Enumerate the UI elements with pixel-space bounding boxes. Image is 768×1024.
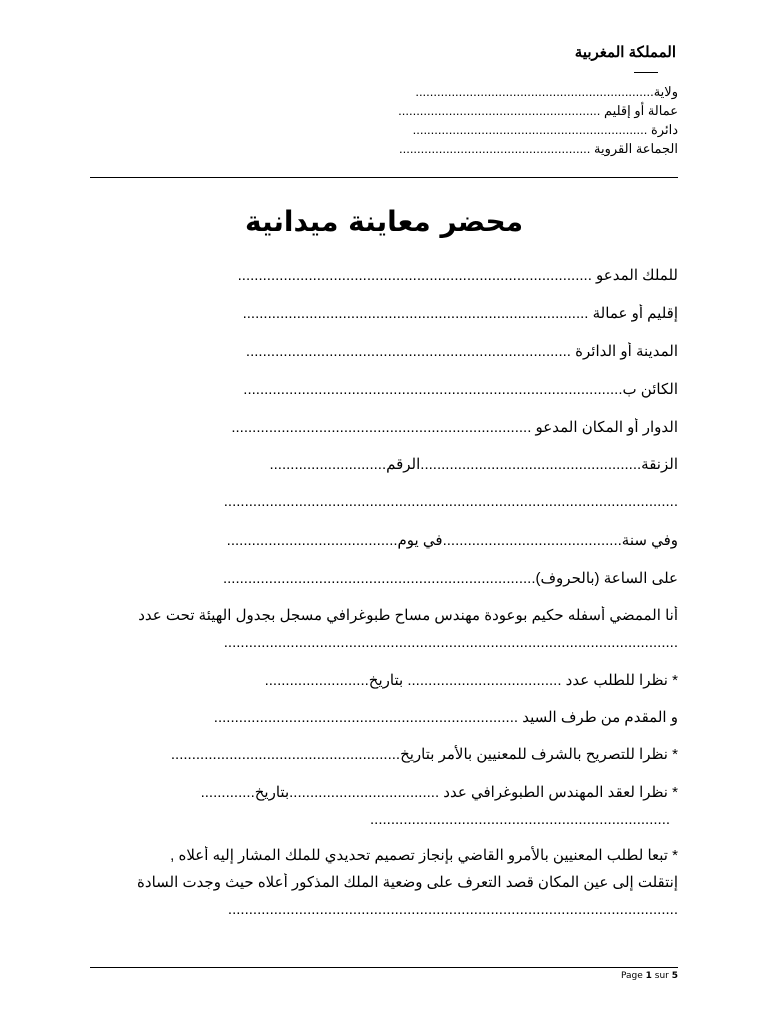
form-line-owner: للملك المدعو ..................................................................................... bbox=[237, 267, 678, 284]
form-line-continuation: ........................................................................ bbox=[370, 811, 671, 828]
header-divider bbox=[90, 177, 678, 178]
header-line-province: عمالة أو إقليم ........................................................ bbox=[398, 103, 678, 118]
header-line-wilaya: ولاية.................................................................. bbox=[415, 84, 678, 99]
form-line-located: الكائن ب........................................................................................... bbox=[243, 381, 678, 398]
document-title: محضر معاينة ميدانية bbox=[244, 205, 524, 238]
form-line-blank: ............................................................................................................. bbox=[223, 493, 678, 510]
page-label: Page bbox=[620, 971, 643, 981]
form-line-year-day: وفي سنة...........................................في يوم......................................... bbox=[226, 532, 678, 549]
header-line-commune: الجماعة القروية ..................................................... bbox=[398, 141, 678, 156]
form-line-city: المدينة أو الدائرة .............................................................................. bbox=[245, 343, 678, 360]
total-pages: 5 bbox=[671, 971, 678, 981]
form-line-declaration: * نظرا للتصريح بالشرف للمعنيين بالأمر بتاريخ....................................................... bbox=[170, 746, 678, 763]
form-line-douar: الدوار أو المكان المدعو ........................................................................ bbox=[231, 419, 678, 436]
form-line-province: إقليم أو عمالة ................................................................................... bbox=[242, 305, 678, 322]
form-line-site-visit: إنتقلت إلى عين المكان قصد التعرف على وضعية الملك المذكور أعلاه حيث وجدت السادة bbox=[137, 874, 678, 891]
form-line-surveyor-statement: أنا الممضي أسفله حكيم بوعودة مهندس مساح طبوغرافي مسجل بجدول الهيئة تحت عدد bbox=[138, 607, 678, 624]
sur-label: sur bbox=[654, 971, 669, 981]
form-line-street-number: الزنقة.....................................................الرقم............................ bbox=[269, 456, 678, 473]
form-line-contract: * نظرا لعقد المهندس الطبوغرافي عدد ....................................بتاريخ............. bbox=[200, 784, 678, 801]
form-line-request-followup: * تبعا لطلب المعنيين بالأمرو القاضي بإنجاز تصميم تحديدي للملك المشار إليه أعلاه , bbox=[170, 847, 678, 864]
page-number-footer bbox=[621, 971, 678, 981]
form-line-registration-number: ............................................................................................................. bbox=[223, 634, 678, 651]
form-line-attendees: ............................................................................................................ bbox=[227, 901, 678, 918]
footer-divider bbox=[90, 967, 678, 968]
form-line-request: * نظرا للطلب عدد ..................................... بتاريخ......................... bbox=[264, 672, 678, 689]
heading-underline bbox=[634, 72, 658, 73]
current-page-number: 1 bbox=[645, 971, 652, 981]
kingdom-heading: المملكة المغربية bbox=[574, 44, 676, 61]
header-line-circle: دائرة ................................................................. bbox=[412, 122, 678, 137]
form-line-submitted-by: و المقدم من طرف السيد ......................................................................... bbox=[213, 709, 678, 726]
form-line-hour: على الساعة (بالحروف)........................................................................... bbox=[222, 570, 678, 587]
